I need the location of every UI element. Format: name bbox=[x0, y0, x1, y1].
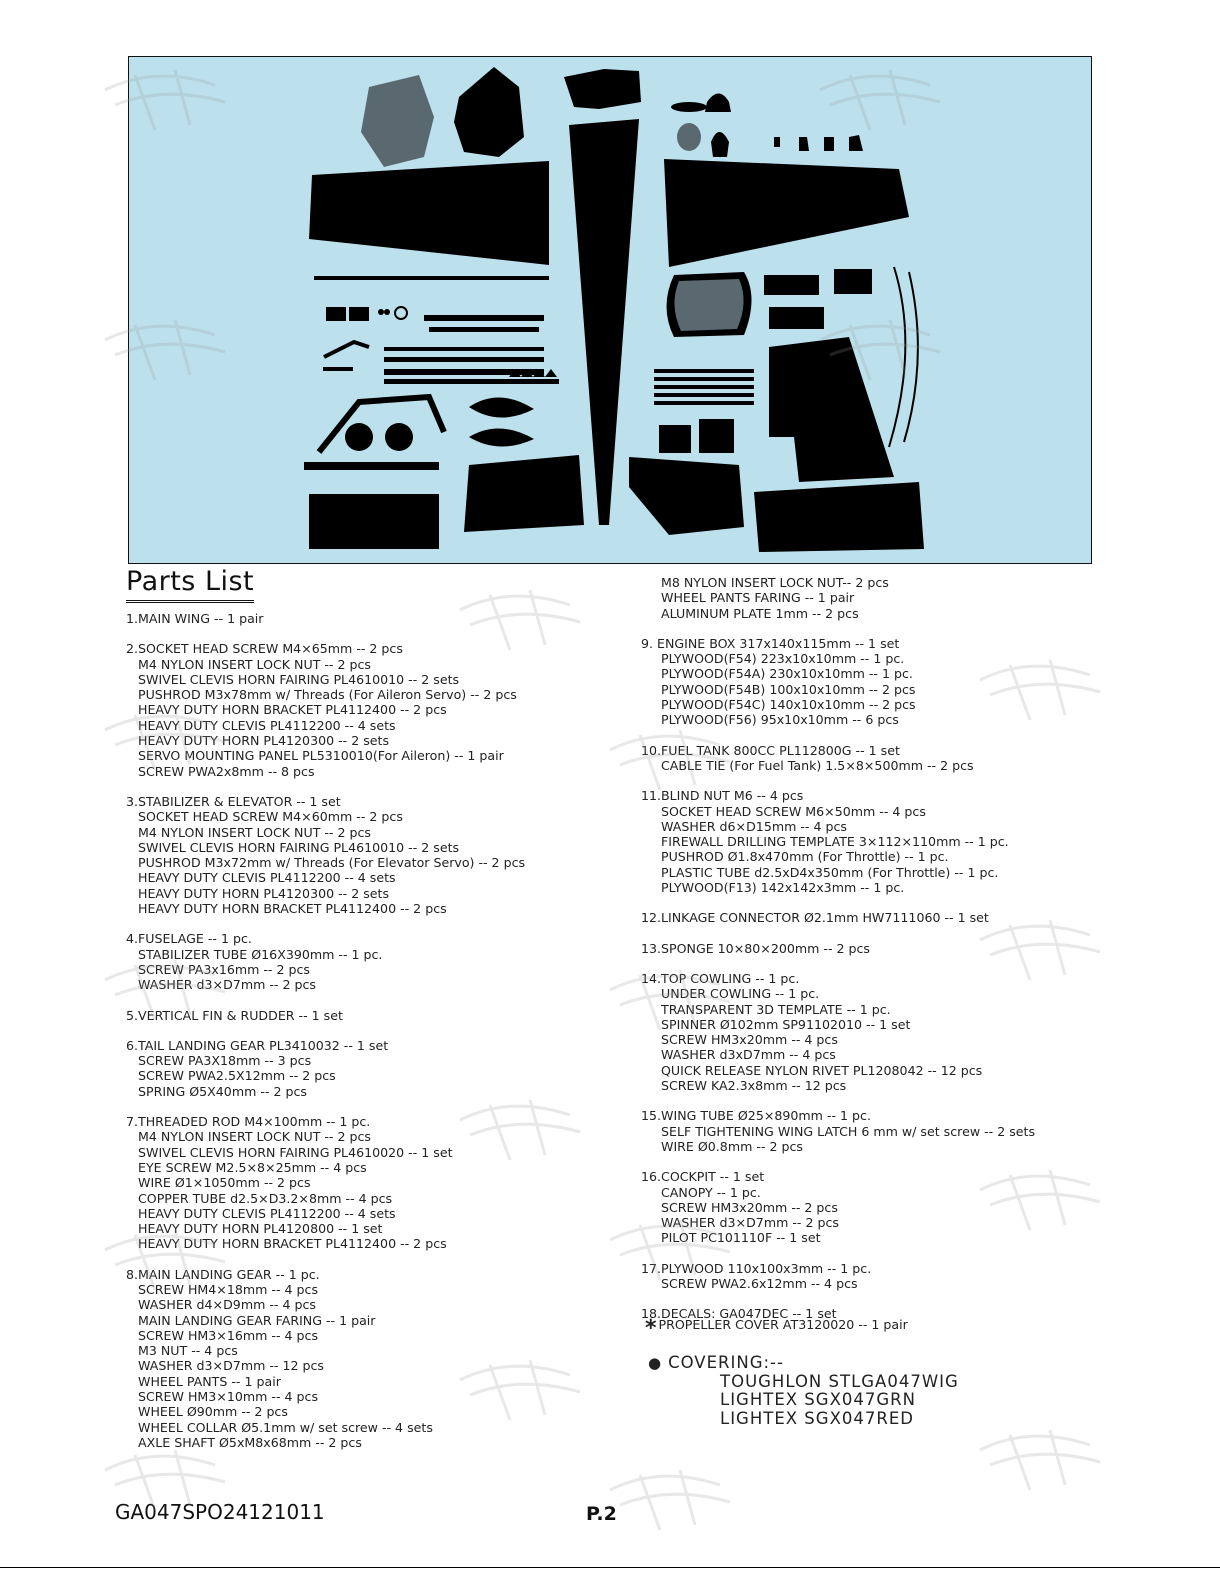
parts-group-heading: 16.COCKPIT -- 1 set bbox=[641, 1169, 765, 1185]
watermark-logo bbox=[95, 1220, 245, 1314]
parts-group-heading: 9. ENGINE BOX 317x140x115mm -- 1 set bbox=[641, 635, 900, 651]
parts-item: CABLE TIE (For Fuel Tank) 1.5×8×500mm -- 2 pcs bbox=[661, 757, 974, 773]
parts-item: HEAVY DUTY HORN PL4120300 -- 2 sets bbox=[138, 733, 390, 749]
parts-item: M4 NYLON INSERT LOCK NUT -- 2 pcs bbox=[138, 656, 371, 672]
parts-item: SWIVEL CLEVIS HORN FAIRING PL4610010 -- 2 sets bbox=[138, 671, 460, 687]
parts-item: M4 NYLON INSERT LOCK NUT -- 2 pcs bbox=[138, 824, 371, 840]
parts-item: SPINNER Ø102mm SP91102010 -- 1 set bbox=[661, 1016, 911, 1032]
parts-item: SCREW PWA2.6x12mm -- 4 pcs bbox=[661, 1275, 858, 1291]
parts-item: TRANSPARENT 3D TEMPLATE -- 1 pc. bbox=[661, 1001, 891, 1017]
parts-item: WIRE Ø1×1050mm -- 2 pcs bbox=[138, 1175, 311, 1191]
covering-item: LIGHTEX SGX047GRN bbox=[720, 1390, 916, 1409]
parts-group-heading: 6.TAIL LANDING GEAR PL3410032 -- 1 set bbox=[126, 1037, 389, 1053]
parts-group-heading: 17.PLYWOOD 110x100x3mm -- 1 pc. bbox=[641, 1260, 872, 1276]
parts-group-heading: 13.SPONGE 10×80×200mm -- 2 pcs bbox=[641, 940, 870, 956]
parts-item: M4 NYLON INSERT LOCK NUT -- 2 pcs bbox=[138, 1129, 371, 1145]
covering-item: LIGHTEX SGX047RED bbox=[720, 1408, 914, 1428]
parts-item: PLYWOOD(F54A) 230x10x10mm -- 1 pc. bbox=[661, 666, 913, 682]
parts-item: WASHER d3xD7mm -- 4 pcs bbox=[661, 1047, 836, 1063]
parts-item: HEAVY DUTY HORN PL4120300 -- 2 sets bbox=[138, 885, 390, 901]
watermark-logo bbox=[970, 650, 1120, 744]
parts-item: WIRE Ø0.8mm -- 2 pcs bbox=[661, 1138, 803, 1154]
covering-label: COVERING:-- bbox=[668, 1353, 784, 1372]
parts-item: SELF TIGHTENING WING LATCH 6 mm w/ set screw -- 2 sets bbox=[661, 1123, 1036, 1139]
propeller-cover-text: PROPELLER COVER AT3120020 -- 1 pair bbox=[658, 1317, 908, 1332]
watermark-logo bbox=[600, 1210, 750, 1304]
parts-item: PILOT PC101110F -- 1 set bbox=[661, 1230, 821, 1246]
parts-item: PUSHROD M3x78mm w/ Threads (For Aileron Servo) -- 2 pcs bbox=[138, 687, 517, 703]
parts-item: COPPER TUBE d2.5×D3.2×8mm -- 4 pcs bbox=[138, 1190, 393, 1206]
watermark-logo bbox=[810, 310, 960, 404]
parts-group-heading: 12.LINKAGE CONNECTOR Ø2.1mm HW7111060 -- 1 set bbox=[641, 910, 989, 926]
parts-group-heading: 11.BLIND NUT M6 -- 4 pcs bbox=[641, 788, 804, 804]
parts-group-heading: 8.MAIN LANDING GEAR -- 1 pc. bbox=[126, 1266, 320, 1282]
parts-item: PLYWOOD(F13) 142x142x3mm -- 1 pc. bbox=[661, 880, 905, 896]
parts-group-heading: 7.THREADED ROD M4×100mm -- 1 pc. bbox=[126, 1114, 371, 1130]
parts-item: WASHER d6×D15mm -- 4 pcs bbox=[661, 818, 847, 834]
parts-item: SCREW PWA2.5X12mm -- 2 pcs bbox=[138, 1068, 336, 1084]
page-number: P.2 bbox=[586, 1503, 617, 1525]
parts-item: PLASTIC TUBE d2.5xD4x350mm (For Throttle) -- 1 pc. bbox=[661, 864, 999, 880]
parts-item: CANOPY -- 1 pc. bbox=[661, 1184, 761, 1200]
watermark-logo bbox=[810, 60, 960, 154]
watermark-logo bbox=[970, 910, 1120, 1004]
parts-item: SWIVEL CLEVIS HORN FAIRING PL4610010 -- 2 sets bbox=[138, 839, 460, 855]
watermark-logo bbox=[95, 950, 245, 1044]
watermark-logo bbox=[95, 60, 245, 154]
parts-item: WASHER d3×D7mm -- 12 pcs bbox=[138, 1358, 324, 1374]
parts-item: HEAVY DUTY HORN BRACKET PL4112400 -- 2 pcs bbox=[138, 1236, 447, 1252]
parts-item: QUICK RELEASE NYLON RIVET PL1208042 -- 12 pcs bbox=[661, 1062, 983, 1078]
parts-item: SCREW PA3x16mm -- 2 pcs bbox=[138, 961, 310, 977]
parts-group-heading: 10.FUEL TANK 800CC PL112800G -- 1 set bbox=[641, 742, 900, 758]
parts-group bbox=[641, 1108, 1035, 1154]
parts-item: UNDER COWLING -- 1 pc. bbox=[661, 986, 820, 1002]
parts-item: EYE SCREW M2.5×8×25mm -- 4 pcs bbox=[138, 1159, 367, 1175]
parts-item: HEAVY DUTY HORN PL4120800 -- 1 set bbox=[138, 1221, 383, 1237]
parts-group bbox=[641, 575, 1035, 621]
watermark-logo bbox=[95, 310, 245, 404]
parts-item: SCREW HM4×18mm -- 4 pcs bbox=[138, 1281, 319, 1297]
watermark-logo bbox=[970, 1420, 1120, 1514]
parts-group-heading: 4.FUSELAGE -- 1 pc. bbox=[126, 931, 252, 947]
watermark-logo bbox=[600, 1460, 750, 1554]
parts-item: WHEEL PANTS FARING -- 1 pair bbox=[661, 590, 855, 606]
covering-section bbox=[648, 1354, 959, 1428]
parts-item: WHEEL Ø90mm -- 2 pcs bbox=[138, 1404, 288, 1420]
bottom-rule bbox=[0, 1567, 1220, 1568]
bullet-icon: ● bbox=[648, 1354, 663, 1372]
parts-item: HEAVY DUTY CLEVIS PL4112200 -- 4 sets bbox=[138, 717, 396, 733]
parts-item: PUSHROD Ø1.8x470mm (For Throttle) -- 1 pc. bbox=[661, 849, 949, 865]
parts-group-heading: 14.TOP COWLING -- 1 pc. bbox=[641, 970, 800, 986]
parts-group-heading: 3.STABILIZER & ELEVATOR -- 1 set bbox=[126, 793, 341, 809]
page-title: Parts List bbox=[126, 566, 254, 603]
parts-item: WASHER d3×D7mm -- 2 pcs bbox=[138, 977, 316, 993]
parts-item: SCREW HM3x20mm -- 4 pcs bbox=[661, 1032, 838, 1048]
watermark-logo bbox=[450, 1350, 600, 1444]
parts-item: AXLE SHAFT Ø5xM8x68mm -- 2 pcs bbox=[138, 1434, 362, 1450]
parts-item: WASHER d4×D9mm -- 4 pcs bbox=[138, 1297, 316, 1313]
parts-item: MAIN LANDING GEAR FARING -- 1 pair bbox=[138, 1312, 376, 1328]
parts-item: HEAVY DUTY HORN BRACKET PL4112400 -- 2 pcs bbox=[138, 901, 447, 917]
parts-item: HEAVY DUTY HORN BRACKET PL4112400 -- 2 pcs bbox=[138, 702, 447, 718]
watermark-logo bbox=[450, 1090, 600, 1184]
watermark-logo bbox=[95, 700, 245, 794]
parts-item: HEAVY DUTY CLEVIS PL4112200 -- 4 sets bbox=[138, 870, 396, 886]
parts-item: PLYWOOD(F54C) 140x10x10mm -- 2 pcs bbox=[661, 697, 916, 713]
asterisk-icon: * bbox=[645, 1316, 657, 1341]
parts-item: PLYWOOD(F54B) 100x10x10mm -- 2 pcs bbox=[661, 681, 916, 697]
parts-item: SERVO MOUNTING PANEL PL5310010(For Aileron) -- 1 pair bbox=[138, 748, 504, 764]
parts-item: WHEEL COLLAR Ø5.1mm w/ set screw -- 4 sets bbox=[138, 1419, 433, 1435]
parts-group-heading: 15.WING TUBE Ø25×890mm -- 1 pc. bbox=[641, 1108, 871, 1124]
parts-item: PUSHROD M3x72mm w/ Threads (For Elevator Servo) -- 2 pcs bbox=[138, 855, 526, 871]
parts-group-heading: 1.MAIN WING -- 1 pair bbox=[126, 611, 264, 626]
parts-item: M8 NYLON INSERT LOCK NUT-- 2 pcs bbox=[661, 575, 889, 590]
watermark-logo bbox=[970, 1160, 1120, 1254]
parts-item: SCREW PA3X18mm -- 3 pcs bbox=[138, 1053, 312, 1069]
watermark-logo bbox=[95, 1440, 245, 1534]
parts-item: STABILIZER TUBE Ø16X390mm -- 1 pc. bbox=[138, 946, 383, 962]
parts-item: SCREW HM3×16mm -- 4 pcs bbox=[138, 1327, 319, 1343]
parts-item: SCREW PWA2x8mm -- 8 pcs bbox=[138, 763, 315, 779]
propeller-cover-line bbox=[645, 1310, 908, 1341]
parts-item: SOCKET HEAD SCREW M4×60mm -- 2 pcs bbox=[138, 809, 403, 825]
parts-item: SPRING Ø5X40mm -- 2 pcs bbox=[138, 1083, 307, 1099]
watermark-logo bbox=[450, 580, 600, 674]
parts-group bbox=[126, 794, 525, 916]
parts-item: SCREW HM3×10mm -- 4 pcs bbox=[138, 1389, 319, 1405]
parts-item: PLYWOOD(F56) 95x10x10mm -- 6 pcs bbox=[661, 712, 899, 728]
parts-item: SCREW HM3x20mm -- 2 pcs bbox=[661, 1199, 838, 1215]
parts-item: SCREW KA2.3x8mm -- 12 pcs bbox=[661, 1078, 847, 1094]
parts-group-heading: 2.SOCKET HEAD SCREW M4×65mm -- 2 pcs bbox=[126, 641, 403, 657]
parts-item: HEAVY DUTY CLEVIS PL4112200 -- 4 sets bbox=[138, 1205, 396, 1221]
parts-group-heading: 5.VERTICAL FIN & RUDDER -- 1 set bbox=[126, 1007, 343, 1023]
parts-item: SWIVEL CLEVIS HORN FAIRING PL4610020 -- 1 set bbox=[138, 1144, 453, 1160]
parts-item: FIREWALL DRILLING TEMPLATE 3×112×110mm -- 1 pc. bbox=[661, 834, 1009, 850]
covering-item: TOUGHLON STLGA047WIG bbox=[720, 1371, 959, 1391]
parts-item: PLYWOOD(F54) 223x10x10mm -- 1 pc. bbox=[661, 651, 905, 667]
document-code: GA047SPO24121011 bbox=[115, 1500, 325, 1524]
parts-item: WHEEL PANTS -- 1 pair bbox=[138, 1373, 281, 1389]
watermark-logo bbox=[600, 720, 750, 814]
parts-item: SOCKET HEAD SCREW M6×50mm -- 4 pcs bbox=[661, 803, 926, 819]
parts-item: ALUMINUM PLATE 1mm -- 2 pcs bbox=[661, 605, 859, 621]
parts-group-heading: 18.DECALS: GA047DEC -- 1 set bbox=[641, 1306, 837, 1322]
parts-item: WASHER d3×D7mm -- 2 pcs bbox=[661, 1215, 839, 1231]
watermark-logo bbox=[600, 960, 750, 1054]
parts-item: M3 NUT -- 4 pcs bbox=[138, 1343, 238, 1359]
